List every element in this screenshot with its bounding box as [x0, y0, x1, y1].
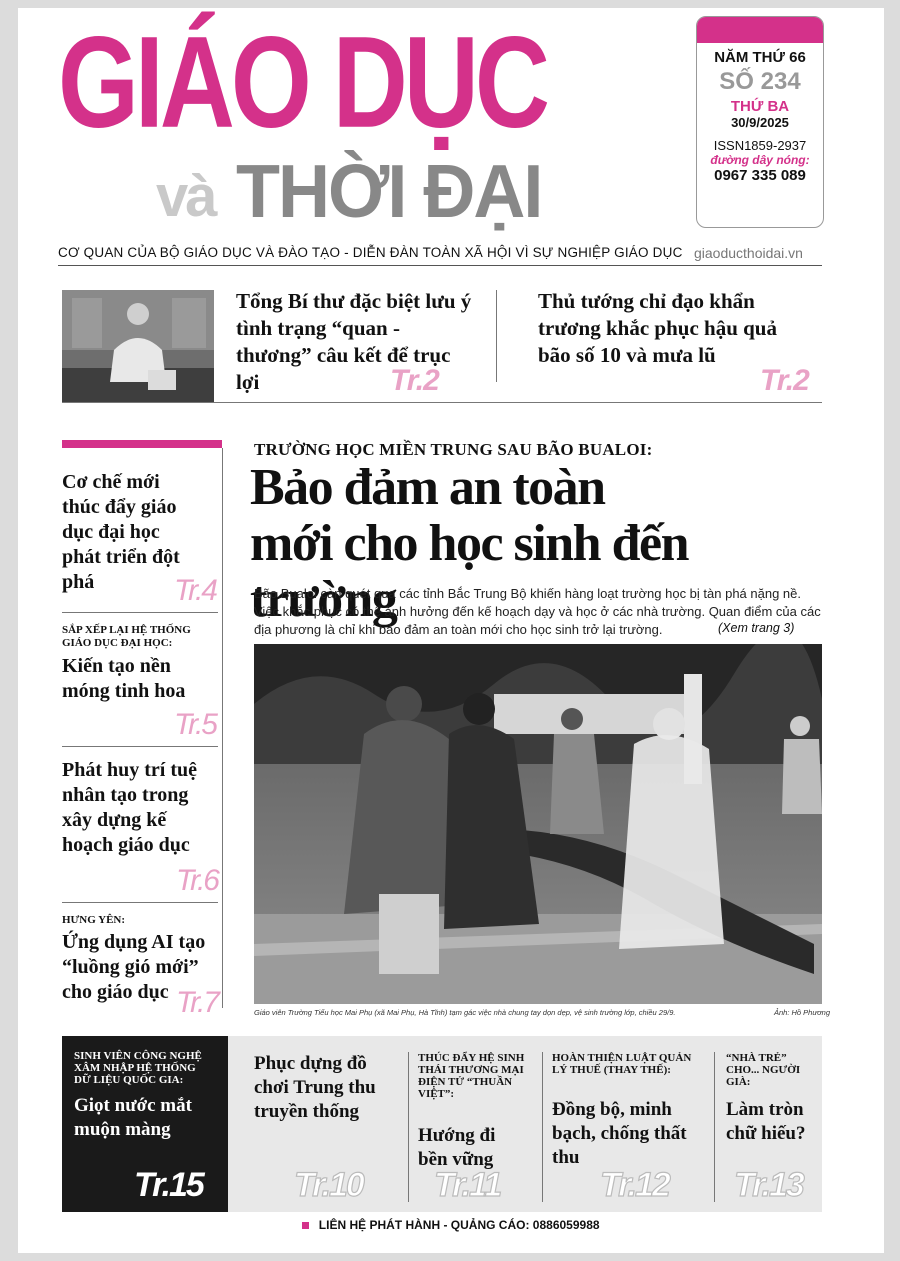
- bottom-divider-3: [714, 1052, 715, 1202]
- sidebar-item-2-kicker: SẮP XẾP LẠI HỆ THỐNG GIÁO DỤC ĐẠI HỌC:: [62, 624, 191, 649]
- website-link[interactable]: giaoducthoidai.vn: [694, 245, 803, 261]
- sidebar-rule-1: [62, 612, 218, 613]
- bottom-teasers-panel: [228, 1036, 822, 1212]
- sidebar-item-1-title[interactable]: Cơ chế mới thúc đẩy giáo dục đại học phát triển đột phá: [62, 471, 180, 593]
- sidebar-item-4-kicker: HƯNG YÊN:: [62, 914, 126, 926]
- bottom-teaser-3-kicker: THÚC ĐẨY HỆ SINH THÁI THƯƠNG MẠI ĐIỆN TỬ “THUẦN VIỆT”:: [418, 1052, 525, 1100]
- bottom-teaser-5-page[interactable]: Tr.13: [734, 1166, 803, 1204]
- top-news-1-page[interactable]: Tr.2: [390, 364, 439, 397]
- see-page-link[interactable]: (Xem trang 3): [718, 621, 795, 635]
- sidebar-item-2-title[interactable]: Kiến tạo nền móng tinh hoa: [62, 655, 186, 702]
- footer-phone[interactable]: 0886059988: [532, 1218, 600, 1232]
- bottom-teaser-1-kicker: SINH VIÊN CÔNG NGHỆ XÂM NHẬP HỆ THỐNG DỮ LIỆU QUỐC GIA:: [74, 1050, 202, 1086]
- sidebar-item-3-title[interactable]: Phát huy trí tuệ nhân tạo trong xây dựng kế hoạch giáo dục: [62, 759, 197, 856]
- bottom-teaser-1-title: Giọt nước mắt muộn màng: [74, 1095, 192, 1140]
- bottom-divider-2: [542, 1052, 543, 1202]
- issn: ISSN1859-2937: [713, 138, 807, 153]
- hotline-number: 0967 335 089: [714, 167, 806, 184]
- logo-thoi-dai[interactable]: THỜI ĐẠI: [236, 149, 542, 234]
- top-news-bottom-rule: [62, 402, 822, 403]
- sidebar-item-1-page[interactable]: Tr.4: [174, 574, 216, 607]
- footer-label: LIÊN HỆ PHÁT HÀNH - QUẢNG CÁO:: [318, 1218, 530, 1232]
- hotline-label: đường dây nóng:: [710, 153, 810, 167]
- lead-photo[interactable]: [254, 644, 822, 1004]
- sidebar-item-2-page[interactable]: Tr.5: [174, 708, 216, 741]
- lead-photo-credit: Ảnh: Hồ Phương: [774, 1008, 830, 1017]
- issue-date: 30/9/2025: [731, 115, 789, 130]
- bottom-teaser-4-kicker: HOÀN THIỆN LUẬT QUẢN LÝ THUẾ (THAY THẾ):: [552, 1052, 692, 1076]
- bottom-teaser-3-page[interactable]: Tr.11: [434, 1166, 501, 1204]
- issue-box: [696, 16, 824, 228]
- sidebar-item-3-page[interactable]: Tr.6: [176, 864, 218, 897]
- issue-box-bar: [697, 17, 823, 43]
- bottom-divider-1: [408, 1052, 409, 1202]
- top-news-1-title[interactable]: Tổng Bí thư đặc biệt lưu ý tình trạng “quan - thương” câu kết để trục lợi: [236, 289, 472, 394]
- lead-paragraph: Bão Bualoi càn quét qua các tỉnh Bắc Trung Bộ khiến hàng loạt trường học bị tàn phá nặng nề. Việc khắc phục có thể ảnh hưởng đến kế hoạch dạy và học ở các nhà trường. Quan điểm của các địa phương là chỉ khi bảo đảm an toàn mới cho học sinh trở lại trường.: [254, 586, 821, 637]
- sidebar-rule-3: [62, 902, 218, 903]
- top-news-2-title[interactable]: Thủ tướng chỉ đạo khẩn trương khắc phục hậu quả bão số 10 và mưa lũ: [538, 289, 777, 367]
- lead-photo-caption: Giáo viên Trường Tiểu học Mai Phụ (xã Mai Phụ, Hà Tĩnh) tạm gác việc nhà chung tay dọn dẹp, vệ sinh trường lớp, chiều 29/9.: [254, 1008, 676, 1017]
- issue-weekday: THỨ BA: [730, 98, 790, 115]
- sidebar-item-4-page[interactable]: Tr.7: [176, 986, 218, 1019]
- bottom-teaser-4-page[interactable]: Tr.12: [600, 1166, 669, 1204]
- sidebar-divider: [222, 448, 223, 1008]
- bottom-teaser-5-title[interactable]: Làm tròn chữ hiếu?: [726, 1099, 806, 1144]
- tagline: CƠ QUAN CỦA BỘ GIÁO DỤC VÀ ĐÀO TẠO - DIỄN ĐÀN TOÀN XÃ HỘI VÌ SỰ NGHIỆP GIÁO DỤC: [58, 245, 683, 260]
- lead-headline-line1: Bảo đảm an toàn: [250, 459, 605, 516]
- bottom-teaser-1[interactable]: [62, 1036, 228, 1212]
- bottom-teaser-3-title[interactable]: Hướng đi bền vững: [418, 1125, 496, 1170]
- footer-square-icon: [302, 1222, 309, 1229]
- issue-year: NĂM THỨ 66: [714, 49, 806, 66]
- top-news-2-page[interactable]: Tr.2: [760, 364, 809, 397]
- top-news-divider: [496, 290, 497, 382]
- bottom-teaser-1-page: Tr.15: [134, 1166, 203, 1204]
- bottom-teaser-5-kicker: “NHÀ TRẺ” CHO... NGƯỜI GIÀ:: [726, 1052, 801, 1088]
- issue-number: SỐ 234: [719, 68, 801, 95]
- lead-headline-line2: mới cho học sinh đến trường: [250, 515, 688, 628]
- sidebar-item-4-title[interactable]: Ứng dụng AI tạo “luồng gió mới” cho giáo dục: [62, 931, 206, 1003]
- lead-kicker: TRƯỜNG HỌC MIỀN TRUNG SAU BÃO BUALOI:: [254, 440, 653, 459]
- logo-va: và: [156, 164, 215, 229]
- logo-giao-duc[interactable]: GIÁO DỤC: [58, 10, 546, 156]
- bottom-teaser-2-title[interactable]: Phục dựng đồ chơi Trung thu truyền thống: [254, 1053, 376, 1122]
- sidebar-rule-2: [62, 746, 218, 747]
- front-page: [18, 8, 884, 1253]
- top-news-photo[interactable]: [62, 290, 214, 402]
- sidebar-accent-bar: [62, 440, 222, 448]
- footer-contact: [18, 1218, 884, 1232]
- bottom-teaser-2-page[interactable]: Tr.10: [294, 1166, 363, 1204]
- bottom-teaser-4-title[interactable]: Đồng bộ, minh bạch, chống thất thu: [552, 1099, 687, 1168]
- masthead-divider: [58, 265, 822, 266]
